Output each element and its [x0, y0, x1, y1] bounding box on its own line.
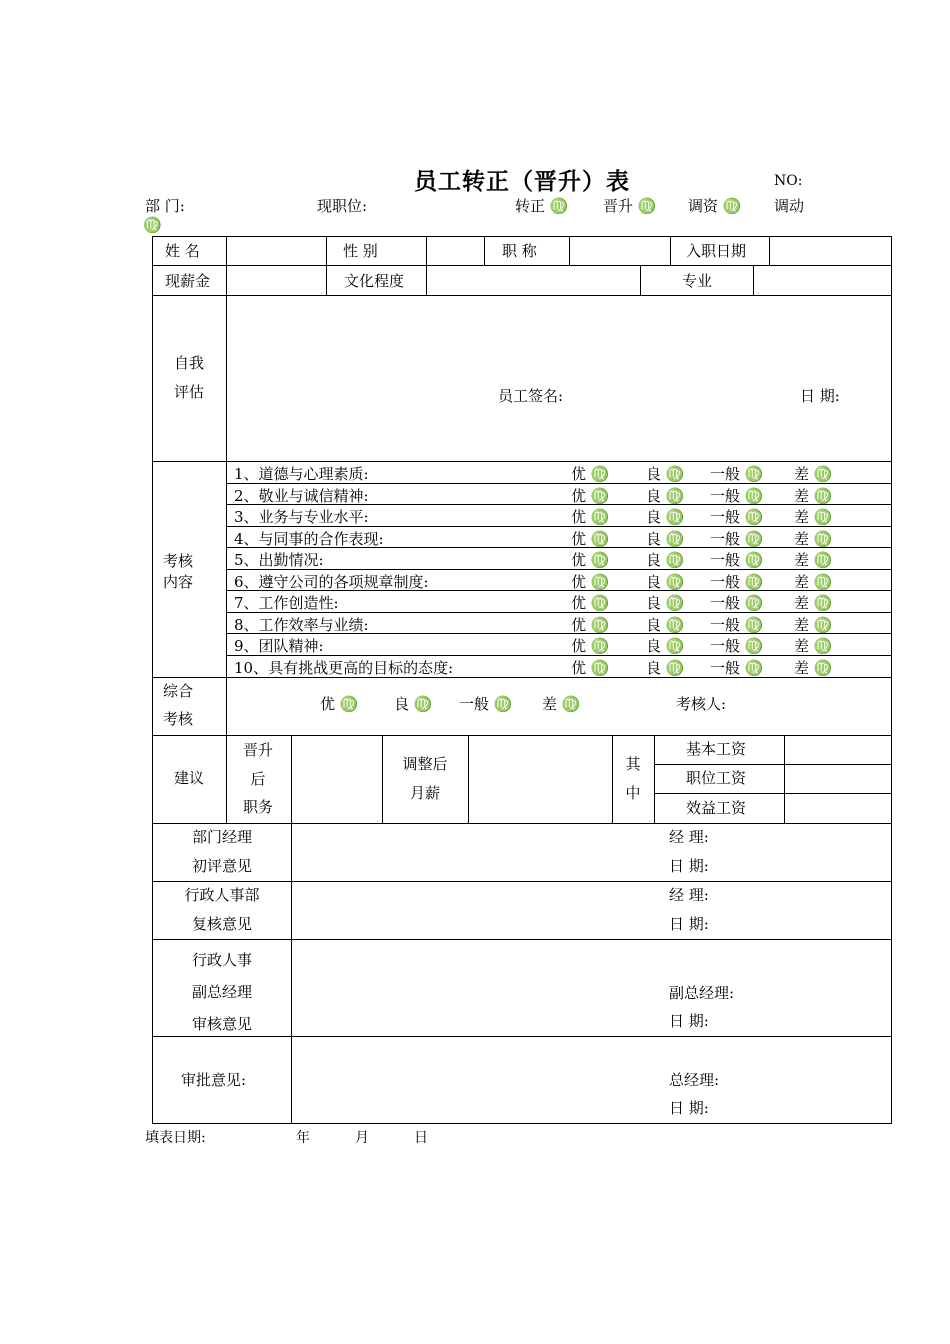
department-label: 部 门:	[145, 197, 185, 215]
assessment-item: 1、道德与心理素质:	[234, 465, 369, 483]
basic-salary-field[interactable]	[785, 736, 891, 763]
checkbox-icon[interactable]: ♍	[813, 530, 833, 548]
checkbox-icon[interactable]: ♍	[561, 695, 581, 713]
checkbox-icon[interactable]: ♍	[813, 594, 833, 612]
number-label: NO:	[774, 173, 803, 189]
checkbox-icon[interactable]: ♍	[549, 197, 569, 215]
hire-date-field[interactable]	[770, 237, 891, 264]
hr-manager-signer-label: 经 理:	[669, 886, 709, 904]
assessment-item: 10、具有挑战更高的目标的态度:	[234, 659, 454, 677]
hr-review-opinion-label: 行政人事部 复核意见	[184, 886, 260, 933]
self-eval-label-2: 评估	[174, 383, 205, 401]
assessment-item: 3、业务与专业水平:	[234, 508, 369, 526]
type-transfer-label: 调动	[774, 197, 805, 215]
hr-review-date-label: 日 期:	[669, 915, 709, 933]
checkbox-icon[interactable]: ♍	[813, 487, 833, 505]
assessment-item: 9、团队精神:	[234, 637, 324, 655]
assessment-item: 8、工作效率与业绩:	[234, 616, 369, 634]
checkbox-icon[interactable]: ♍	[665, 594, 685, 612]
gm-signer-label: 总经理:	[669, 1071, 720, 1089]
performance-salary-field[interactable]	[785, 794, 891, 822]
major-label: 专业	[682, 272, 713, 290]
checkbox-icon[interactable]: ♍	[813, 659, 833, 677]
hr-review-opinion-field[interactable]	[292, 882, 891, 938]
checkbox-icon[interactable]: ♍	[590, 508, 610, 526]
name-field[interactable]	[227, 237, 325, 264]
name-label: 姓 名	[165, 242, 200, 260]
assessor-label: 考核人:	[676, 695, 727, 713]
fill-date-day: 日	[414, 1130, 428, 1146]
checkbox-icon[interactable]: ♍	[590, 659, 610, 677]
overall-label-1: 综合	[163, 682, 194, 700]
type-promotion[interactable]	[603, 195, 656, 216]
dept-manager-signer-label: 经 理:	[669, 828, 709, 846]
type-regularization-label: 转正	[515, 197, 546, 215]
position-salary-field[interactable]	[785, 765, 891, 792]
type-salary-adjust-label: 调资	[688, 197, 719, 215]
checkbox-icon[interactable]: ♍	[744, 616, 764, 634]
position-salary-label: 职位工资	[686, 769, 747, 787]
checkbox-icon[interactable]: ♍	[590, 487, 610, 505]
checkbox-icon[interactable]: ♍	[590, 530, 610, 548]
checkbox-icon[interactable]: ♍	[665, 573, 685, 591]
checkbox-icon[interactable]: ♍	[744, 508, 764, 526]
assessment-item: 5、出勤情况:	[234, 551, 324, 569]
current-salary-field[interactable]	[227, 266, 325, 294]
fill-date-month: 月	[355, 1130, 369, 1146]
performance-salary-label: 效益工资	[686, 799, 747, 817]
employee-signature-label: 员工签名:	[498, 387, 564, 405]
checkbox-icon[interactable]: ♍	[590, 594, 610, 612]
checkbox-icon[interactable]: ♍	[590, 465, 610, 483]
checkbox-icon[interactable]: ♍	[590, 551, 610, 569]
checkbox-icon[interactable]: ♍	[665, 487, 685, 505]
checkbox-icon[interactable]: ♍	[813, 551, 833, 569]
education-label: 文化程度	[344, 272, 405, 290]
major-field[interactable]	[754, 266, 891, 294]
overall-label-2: 考核	[163, 710, 194, 728]
dept-manager-date-label: 日 期:	[669, 857, 709, 875]
gender-label: 性 别	[343, 242, 378, 260]
final-approval-label: 审批意见:	[181, 1071, 247, 1089]
current-salary-label: 现薪金	[165, 272, 211, 290]
checkbox-icon[interactable]: ♍	[665, 616, 685, 634]
deputy-gm-opinion-label: 行政人事 副总经理 审核意见	[191, 951, 253, 1033]
type-salary-adjust[interactable]	[688, 195, 741, 216]
self-eval-date-label: 日 期:	[800, 387, 840, 405]
checkbox-icon[interactable]: ♍	[493, 695, 513, 713]
checkbox-icon[interactable]: ♍	[744, 573, 764, 591]
checkbox-icon[interactable]: ♍	[637, 197, 657, 215]
overall-grade-poor[interactable]: 差 ♍	[542, 695, 581, 713]
gender-field[interactable]	[427, 237, 483, 264]
fill-date-label: 填表日期:	[145, 1130, 206, 1146]
checkbox-icon[interactable]: ♍	[744, 659, 764, 677]
checkbox-icon[interactable]: ♍	[813, 616, 833, 634]
overall-grade-excellent[interactable]: 优 ♍	[320, 695, 359, 713]
assessment-item: 4、与同事的合作表现:	[234, 530, 384, 548]
self-eval-textarea[interactable]	[227, 296, 891, 460]
assessment-item: 6、遵守公司的各项规章制度:	[234, 573, 429, 591]
overall-grade-good[interactable]: 良 ♍	[394, 695, 433, 713]
deputy-gm-opinion-field[interactable]	[292, 940, 891, 1035]
checkbox-icon[interactable]: ♍	[339, 695, 359, 713]
checkbox-icon[interactable]: ♍	[590, 573, 610, 591]
checkbox-icon[interactable]: ♍	[413, 695, 433, 713]
job-title-field[interactable]	[570, 237, 669, 264]
type-regularization[interactable]	[515, 195, 568, 216]
assessment-label-2: 内容	[163, 573, 194, 591]
assessment-item: 2、敬业与诚信精神:	[234, 487, 369, 505]
fill-date-year: 年	[296, 1130, 310, 1146]
adjusted-salary-field[interactable]	[469, 736, 611, 822]
checkbox-icon[interactable]: ♍	[665, 637, 685, 655]
adjusted-salary-label: 调整后 月薪	[402, 755, 448, 802]
checkbox-icon[interactable]: ♍	[744, 487, 764, 505]
checkbox-icon[interactable]: ♍	[744, 551, 764, 569]
self-eval-label-1: 自我	[174, 354, 205, 372]
post-position-field[interactable]	[292, 736, 381, 822]
deputy-gm-signer-label: 副总经理:	[669, 984, 735, 1002]
suggestion-label: 建议	[174, 769, 205, 787]
dept-manager-opinion-label: 部门经理 初评意见	[191, 828, 253, 875]
checkbox-icon[interactable]: ♍	[665, 508, 685, 526]
assessment-item: 7、工作创造性:	[234, 594, 339, 612]
checkbox-icon[interactable]: ♍	[665, 551, 685, 569]
type-promotion-label: 晋升	[603, 197, 634, 215]
dept-manager-opinion-field[interactable]	[292, 824, 891, 880]
checkbox-icon[interactable]: ♍	[813, 637, 833, 655]
checkbox-icon[interactable]: ♍	[813, 573, 833, 591]
checkbox-icon[interactable]: ♍	[813, 465, 833, 483]
checkbox-icon[interactable]: ♍	[722, 197, 742, 215]
hire-date-label: 入职日期	[686, 242, 747, 260]
job-title-label: 职 称	[502, 242, 537, 260]
overall-grade-average[interactable]: 一般 ♍	[459, 695, 513, 713]
deputy-gm-date-label: 日 期:	[669, 1012, 709, 1030]
checkbox-icon[interactable]: ♍	[744, 637, 764, 655]
final-approval-field[interactable]	[292, 1037, 891, 1123]
checkbox-icon[interactable]: ♍	[744, 594, 764, 612]
basic-salary-label: 基本工资	[686, 740, 747, 758]
checkbox-icon[interactable]: ♍	[665, 659, 685, 677]
among-label: 其 中	[625, 755, 641, 802]
checkbox-icon[interactable]: ♍	[665, 465, 685, 483]
checkbox-icon[interactable]: ♍	[813, 508, 833, 526]
current-position-label: 现职位:	[317, 197, 368, 215]
checkbox-icon[interactable]: ♍	[744, 530, 764, 548]
checkbox-icon[interactable]: ♍	[590, 637, 610, 655]
checkbox-icon[interactable]: ♍	[665, 530, 685, 548]
assessment-label-1: 考核	[163, 552, 194, 570]
checkbox-icon[interactable]: ♍	[143, 216, 162, 234]
post-position-label: 晋升 后 职务	[242, 741, 274, 816]
education-field[interactable]	[427, 266, 639, 294]
checkbox-icon[interactable]: ♍	[744, 465, 764, 483]
page-title: 员工转正（晋升）表	[414, 169, 630, 195]
checkbox-icon[interactable]: ♍	[590, 616, 610, 634]
gm-date-label: 日 期:	[669, 1099, 709, 1117]
